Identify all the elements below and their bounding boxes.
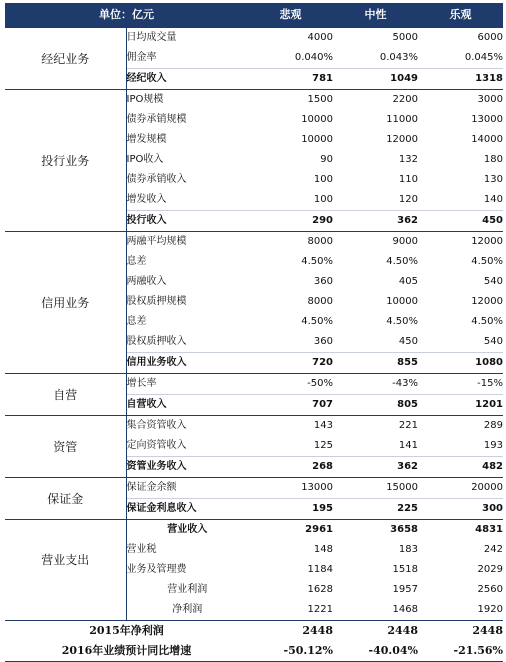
value-neutral: 15000 bbox=[333, 478, 418, 499]
row-label: IPO规模 bbox=[126, 90, 248, 111]
value-neutral: 141 bbox=[398, 440, 418, 451]
value-optimistic: 540 bbox=[483, 336, 503, 347]
row-label: 债券承销规模 bbox=[126, 114, 187, 125]
value-neutral: 3658 bbox=[333, 520, 418, 541]
table-row bbox=[5, 374, 503, 395]
row-label: 集合资管收入 bbox=[126, 416, 248, 437]
row-label: 自营收入 bbox=[126, 395, 248, 416]
row-label: 投行收入 bbox=[126, 211, 248, 232]
value-optimistic: -21.56% bbox=[418, 641, 503, 662]
row-label: 资管业务收入 bbox=[126, 457, 248, 478]
value-pessimistic: 0.040% bbox=[294, 52, 333, 63]
row-label: 日均成交量 bbox=[126, 28, 248, 49]
value-pessimistic: 195 bbox=[248, 499, 333, 520]
value-optimistic: 1318 bbox=[418, 69, 503, 90]
value-optimistic: 3000 bbox=[418, 90, 503, 111]
value-optimistic: 2029 bbox=[477, 564, 503, 575]
section-label: 投行业务 bbox=[5, 90, 126, 232]
value-pessimistic: 10000 bbox=[301, 134, 333, 145]
value-optimistic: 1080 bbox=[418, 353, 503, 374]
value-neutral: 11000 bbox=[386, 114, 418, 125]
scenario-neutral: 中性 bbox=[333, 3, 418, 28]
value-pessimistic: 100 bbox=[313, 194, 333, 205]
value-pessimistic: 707 bbox=[248, 395, 333, 416]
value-pessimistic: 143 bbox=[248, 416, 333, 437]
row-label: IPO收入 bbox=[126, 154, 164, 165]
value-optimistic: 0.045% bbox=[464, 52, 503, 63]
table-row bbox=[5, 416, 503, 437]
row-label: 净利润 bbox=[172, 604, 203, 615]
value-optimistic: 300 bbox=[418, 499, 503, 520]
value-neutral: 9000 bbox=[333, 232, 418, 253]
value-optimistic: 14000 bbox=[471, 134, 503, 145]
value-pessimistic: 13000 bbox=[248, 478, 333, 499]
section-label: 信用业务 bbox=[5, 232, 126, 374]
value-neutral: 4.50% bbox=[386, 256, 418, 267]
value-pessimistic: 4000 bbox=[248, 28, 333, 49]
row-label: 债券承销收入 bbox=[126, 174, 187, 185]
value-optimistic: 1920 bbox=[477, 604, 503, 615]
value-pessimistic: 10000 bbox=[301, 114, 333, 125]
value-optimistic: 482 bbox=[418, 457, 503, 478]
row-label: 息差 bbox=[126, 316, 147, 327]
row-label: 增发收入 bbox=[126, 194, 167, 205]
value-pessimistic: 8000 bbox=[248, 232, 333, 253]
value-pessimistic: 148 bbox=[313, 544, 333, 555]
value-neutral: 805 bbox=[333, 395, 418, 416]
row-label: 保证金利息收入 bbox=[126, 499, 248, 520]
value-neutral: 405 bbox=[398, 276, 418, 287]
value-pessimistic: 8000 bbox=[307, 296, 333, 307]
value-neutral: 5000 bbox=[333, 28, 418, 49]
row-label: 息差 bbox=[126, 256, 147, 267]
value-pessimistic: 360 bbox=[313, 336, 333, 347]
table-body bbox=[5, 28, 503, 662]
total-row bbox=[5, 621, 503, 642]
row-label: 增长率 bbox=[126, 374, 248, 395]
table-row bbox=[5, 232, 503, 253]
row-label: 营业收入 bbox=[126, 520, 248, 541]
value-pessimistic: 1184 bbox=[307, 564, 333, 575]
table-header-row bbox=[5, 3, 503, 28]
value-pessimistic: 4.50% bbox=[301, 256, 333, 267]
value-neutral: 120 bbox=[398, 194, 418, 205]
value-pessimistic: 2961 bbox=[248, 520, 333, 541]
value-neutral: 1049 bbox=[333, 69, 418, 90]
row-label: 两融收入 bbox=[126, 276, 167, 287]
value-pessimistic: 720 bbox=[248, 353, 333, 374]
value-optimistic: 450 bbox=[418, 211, 503, 232]
row-label: 保证金余额 bbox=[126, 478, 248, 499]
section-spacer bbox=[5, 600, 126, 621]
value-optimistic: 12000 bbox=[471, 296, 503, 307]
value-neutral: -40.04% bbox=[333, 641, 418, 662]
value-pessimistic: 290 bbox=[248, 211, 333, 232]
value-pessimistic: -50.12% bbox=[248, 641, 333, 662]
table-row bbox=[5, 540, 503, 560]
value-pessimistic: 1628 bbox=[307, 584, 333, 595]
section-spacer bbox=[5, 520, 126, 541]
value-neutral: 2448 bbox=[333, 621, 418, 642]
row-label: 信用业务收入 bbox=[126, 353, 248, 374]
value-optimistic: 289 bbox=[418, 416, 503, 437]
row-label: 营业税 bbox=[126, 544, 157, 555]
row-label: 增发规模 bbox=[126, 134, 167, 145]
total-row bbox=[5, 641, 503, 662]
value-neutral: 225 bbox=[333, 499, 418, 520]
value-neutral: -43% bbox=[333, 374, 418, 395]
value-pessimistic: 1221 bbox=[307, 604, 333, 615]
value-neutral: 362 bbox=[333, 457, 418, 478]
value-optimistic: 180 bbox=[483, 154, 503, 165]
value-optimistic: 130 bbox=[483, 174, 503, 185]
value-optimistic: 4.50% bbox=[471, 256, 503, 267]
scenario-optimistic: 乐观 bbox=[418, 3, 503, 28]
total-label: 2016年业绩预计同比增速 bbox=[5, 641, 248, 662]
row-label: 两融平均规模 bbox=[126, 232, 248, 253]
row-label: 经纪收入 bbox=[126, 69, 248, 90]
table-row bbox=[5, 600, 503, 621]
row-label: 定向资管收入 bbox=[126, 440, 187, 451]
value-optimistic: -15% bbox=[418, 374, 503, 395]
value-pessimistic: 90 bbox=[320, 154, 333, 165]
value-pessimistic: -50% bbox=[248, 374, 333, 395]
row-label: 股权质押收入 bbox=[126, 336, 187, 347]
value-pessimistic: 100 bbox=[313, 174, 333, 185]
unit-label: 单位：亿元 bbox=[5, 3, 248, 28]
value-optimistic: 20000 bbox=[418, 478, 503, 499]
value-optimistic: 540 bbox=[483, 276, 503, 287]
table-row bbox=[5, 90, 503, 111]
row-label: 股权质押规模 bbox=[126, 296, 187, 307]
section-label: 自营 bbox=[5, 374, 126, 416]
value-pessimistic: 2448 bbox=[248, 621, 333, 642]
value-optimistic: 242 bbox=[483, 544, 503, 555]
value-neutral: 4.50% bbox=[386, 316, 418, 327]
scenario-pessimistic: 悲观 bbox=[248, 3, 333, 28]
value-optimistic: 6000 bbox=[418, 28, 503, 49]
row-label: 业务及管理费 bbox=[126, 564, 187, 575]
value-neutral: 362 bbox=[333, 211, 418, 232]
value-pessimistic: 268 bbox=[248, 457, 333, 478]
section-label: 资管 bbox=[5, 416, 126, 478]
value-optimistic: 4831 bbox=[418, 520, 503, 541]
value-pessimistic: 360 bbox=[313, 276, 333, 287]
value-neutral: 1518 bbox=[392, 564, 418, 575]
value-optimistic: 2560 bbox=[477, 584, 503, 595]
value-optimistic: 13000 bbox=[471, 114, 503, 125]
value-neutral: 0.043% bbox=[379, 52, 418, 63]
section-spacer bbox=[5, 580, 126, 600]
value-pessimistic: 125 bbox=[313, 440, 333, 451]
value-neutral: 10000 bbox=[386, 296, 418, 307]
value-optimistic: 1201 bbox=[418, 395, 503, 416]
section-label: 营业支出 bbox=[5, 540, 126, 580]
section-label: 经纪业务 bbox=[5, 28, 126, 90]
table-row bbox=[5, 580, 503, 600]
value-neutral: 132 bbox=[398, 154, 418, 165]
value-neutral: 110 bbox=[398, 174, 418, 185]
total-label: 2015年净利润 bbox=[5, 621, 248, 642]
earnings-forecast-table bbox=[5, 3, 503, 662]
value-neutral: 12000 bbox=[386, 134, 418, 145]
section-label: 保证金 bbox=[5, 478, 126, 520]
row-label: 营业利润 bbox=[167, 584, 208, 595]
value-optimistic: 140 bbox=[483, 194, 503, 205]
value-pessimistic: 1500 bbox=[248, 90, 333, 111]
value-pessimistic: 781 bbox=[248, 69, 333, 90]
value-optimistic: 12000 bbox=[418, 232, 503, 253]
value-optimistic: 193 bbox=[483, 440, 503, 451]
value-neutral: 2200 bbox=[333, 90, 418, 111]
value-neutral: 221 bbox=[333, 416, 418, 437]
table-row bbox=[5, 520, 503, 541]
value-optimistic: 4.50% bbox=[471, 316, 503, 327]
table-row bbox=[5, 28, 503, 49]
value-neutral: 183 bbox=[398, 544, 418, 555]
value-optimistic: 2448 bbox=[418, 621, 503, 642]
value-neutral: 1468 bbox=[392, 604, 418, 615]
value-neutral: 855 bbox=[333, 353, 418, 374]
value-pessimistic: 4.50% bbox=[301, 316, 333, 327]
row-label: 佣金率 bbox=[126, 52, 157, 63]
table-row bbox=[5, 478, 503, 499]
value-neutral: 450 bbox=[398, 336, 418, 347]
value-neutral: 1957 bbox=[392, 584, 418, 595]
